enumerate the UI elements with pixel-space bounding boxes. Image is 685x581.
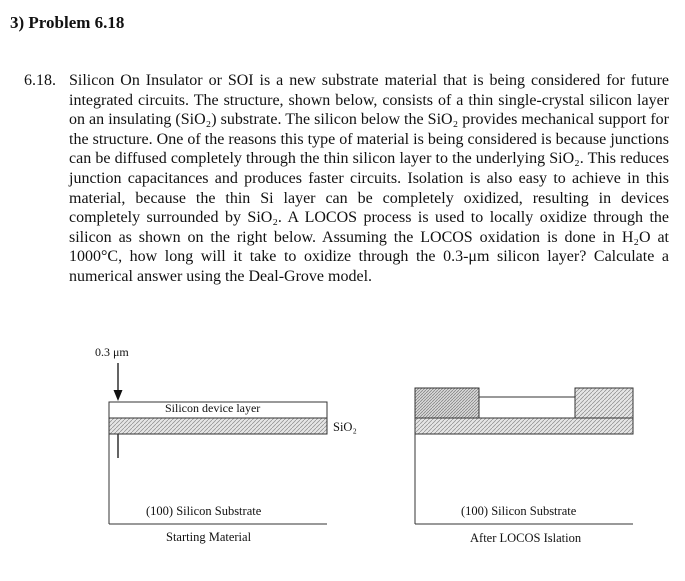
right-caption: After LOCOS Islation bbox=[470, 531, 582, 545]
sio2-label: SiO₂ bbox=[333, 420, 357, 434]
right-locos-oxide-left bbox=[415, 388, 479, 418]
problem-text: Silicon On Insulator or SOI is a new substrate material that is being considered for future integrated circuits. The structure, shown below, consists of a thin single-crystal silicon layer on an insulating (SiO₂) substrate. The silicon below the SiO₂ provides mechanical support for the structure. One of the reasons this type of material is being considered is because junctions can be diffused completely through the thin silicon layer to the underlying SiO₂. This reduces junction capacitances and produces faster circuits. Isolation is also easy to achieve in this material, because the thin Si layer can be completely oxidized, resulting in devices completely surrounded by SiO₂. A LOCOS process is used to locally oxidize through the silicon as shown on the right below. Assuming the LOCOS oxidation is done in H₂O at 1000°C, how long will it take to oxidize through the 0.3-μm silicon layer? Calculate a numerical answer using the Deal-Grove model. bbox=[69, 72, 669, 285]
right-locos-oxide-right bbox=[575, 388, 633, 418]
right-sio2-layer bbox=[415, 418, 633, 434]
left-caption: Starting Material bbox=[166, 530, 252, 544]
silicon-device-layer-label: Silicon device layer bbox=[165, 401, 261, 415]
left-sio2-layer bbox=[109, 418, 327, 434]
left-substrate-label: (100) Silicon Substrate bbox=[146, 504, 262, 518]
right-silicon-island bbox=[479, 397, 575, 418]
problem-heading: 3) Problem 6.18 bbox=[10, 13, 125, 32]
thickness-arrowhead-down bbox=[114, 390, 123, 401]
right-substrate-label: (100) Silicon Substrate bbox=[461, 504, 577, 518]
problem-number: 6.18. bbox=[24, 72, 56, 89]
thickness-label: 0.3 μm bbox=[95, 345, 129, 359]
